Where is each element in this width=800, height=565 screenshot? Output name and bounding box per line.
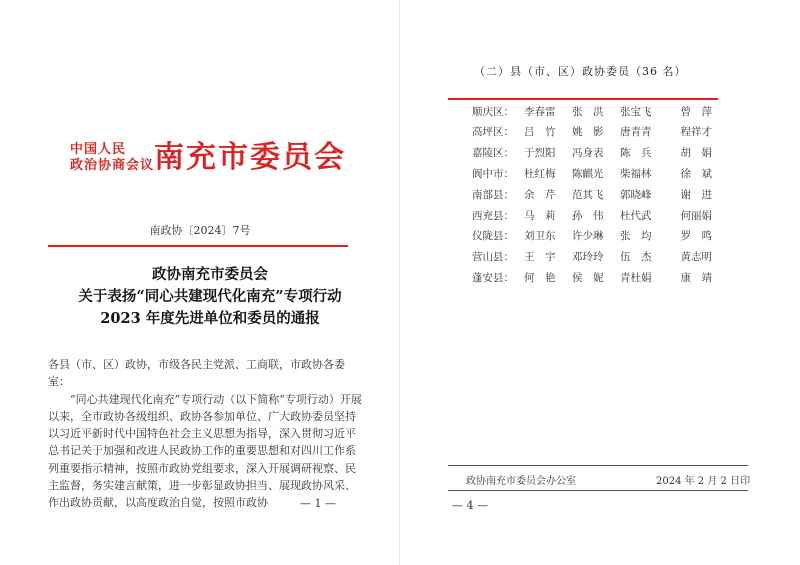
county-label: 南部县： bbox=[472, 188, 514, 201]
footer-print-date: 2024 年 2 月 2 日印 bbox=[656, 476, 751, 487]
page-number-left: — 1 — bbox=[300, 497, 336, 510]
county-label: 仪陇县： bbox=[472, 230, 514, 243]
member-name: 孙 伟 bbox=[572, 209, 604, 222]
member-name: 杜代武 bbox=[620, 209, 652, 222]
member-name: 谢 进 bbox=[680, 188, 712, 201]
member-name: 冯身表 bbox=[572, 147, 604, 160]
highlight-red-rule bbox=[448, 98, 718, 100]
table-row bbox=[472, 163, 712, 184]
member-name: 侯 妮 bbox=[572, 272, 604, 285]
letterhead-line1: 中国人民 bbox=[70, 142, 127, 157]
county-label: 阆中市： bbox=[472, 168, 514, 181]
member-name: 范其飞 bbox=[572, 188, 604, 201]
member-name: 张 洪 bbox=[572, 105, 604, 118]
member-name: 余 芹 bbox=[524, 188, 556, 201]
table-row bbox=[472, 246, 712, 267]
county-label: 嘉陵区： bbox=[472, 147, 514, 160]
notice-title-line1: 政协南充市委员会 bbox=[152, 266, 268, 283]
member-name: 何 艳 bbox=[524, 272, 556, 285]
member-name: 胡 娟 bbox=[680, 147, 712, 160]
table-row bbox=[472, 205, 712, 226]
member-name: 陈麒光 bbox=[572, 168, 604, 181]
notice-title-line2: 关于表扬“同心共建现代化南充”专项行动 bbox=[78, 288, 342, 305]
county-label: 西充县： bbox=[472, 209, 514, 222]
list-title: （二）县（市、区）政协委员（36 名） bbox=[474, 65, 687, 78]
member-name: 王 宇 bbox=[524, 251, 556, 264]
footer-rule-bottom bbox=[448, 490, 748, 491]
letterhead-small-text bbox=[70, 142, 154, 174]
body-paragraph: “同心共建现代化南充”专项行动（以下简称“专项行动）开展以来，全市政协各级组织、政协各参加单位、广大政协委员坚持以习近平新时代中国特色社会主义思想为指导，深入贯彻习近平总书记关于加强和改进人民政协工作的重要思想和对四川工作系列重要指示精神，按照市政协党组要求，深入开展调研视察、民主监督，务实建言献策，进一步彰显政协担当、展现政协风采、作出政协贡献，以高度政治自觉，按照市政协 bbox=[48, 392, 362, 510]
table-row bbox=[472, 101, 712, 122]
county-label: 营山县： bbox=[472, 251, 514, 264]
member-name: 唐青青 bbox=[620, 126, 652, 139]
letterhead-red-rule bbox=[48, 245, 348, 247]
county-label: 高坪区： bbox=[472, 126, 514, 139]
notice-title-line3: 2023 年度先进单位和委员的通报 bbox=[100, 310, 320, 327]
member-name: 柴福林 bbox=[620, 168, 652, 181]
member-name: 张宝飞 bbox=[620, 105, 652, 118]
member-name: 伍 杰 bbox=[620, 251, 652, 264]
member-name: 姚 影 bbox=[572, 126, 604, 139]
member-name: 马 莉 bbox=[524, 209, 556, 222]
member-name: 刘卫东 bbox=[524, 230, 556, 243]
member-name: 杜红梅 bbox=[524, 168, 556, 181]
member-name: 程祥才 bbox=[680, 126, 712, 139]
member-name: 黄志明 bbox=[680, 251, 712, 264]
notice-body bbox=[48, 356, 364, 512]
member-name: 张 均 bbox=[620, 230, 652, 243]
member-name: 许少琳 bbox=[572, 230, 604, 243]
member-name: 邓玲玲 bbox=[572, 251, 604, 264]
member-name: 徐 斌 bbox=[680, 168, 712, 181]
member-name: 郭晓峰 bbox=[620, 188, 652, 201]
footer-issuing-office: 政协南充市委员会办公室 bbox=[466, 476, 576, 487]
letterhead-large-text: 南充市委员会 bbox=[154, 140, 346, 175]
member-name: 于烈阳 bbox=[524, 147, 556, 160]
member-name: 陈 兵 bbox=[620, 147, 652, 160]
page-number-right: — 4 — bbox=[452, 499, 488, 512]
table-row bbox=[472, 226, 712, 247]
county-label: 蓬安县： bbox=[472, 272, 514, 285]
county-label: 顺庆区： bbox=[472, 105, 514, 118]
committee-members-table bbox=[472, 80, 712, 288]
member-name: 吕 竹 bbox=[524, 126, 556, 139]
table-row bbox=[472, 122, 712, 143]
member-name: 曾 萍 bbox=[680, 105, 712, 118]
table-row bbox=[472, 267, 712, 288]
letterhead-line2: 政治协商会议 bbox=[70, 158, 155, 173]
salutation: 各县（市、区）政协，市级各民主党派、工商联，市政协各委室： bbox=[48, 358, 345, 389]
table-row bbox=[472, 142, 712, 163]
member-name: 何丽娟 bbox=[680, 209, 712, 222]
member-name: 李春雷 bbox=[524, 105, 556, 118]
table-row bbox=[472, 184, 712, 205]
member-name: 罗 鸣 bbox=[680, 230, 712, 243]
document-number: 南政协〔2024〕7号 bbox=[149, 224, 251, 237]
footer-rule-top bbox=[448, 465, 748, 466]
member-name: 康 靖 bbox=[680, 272, 712, 285]
member-name: 青杜娟 bbox=[620, 272, 652, 285]
